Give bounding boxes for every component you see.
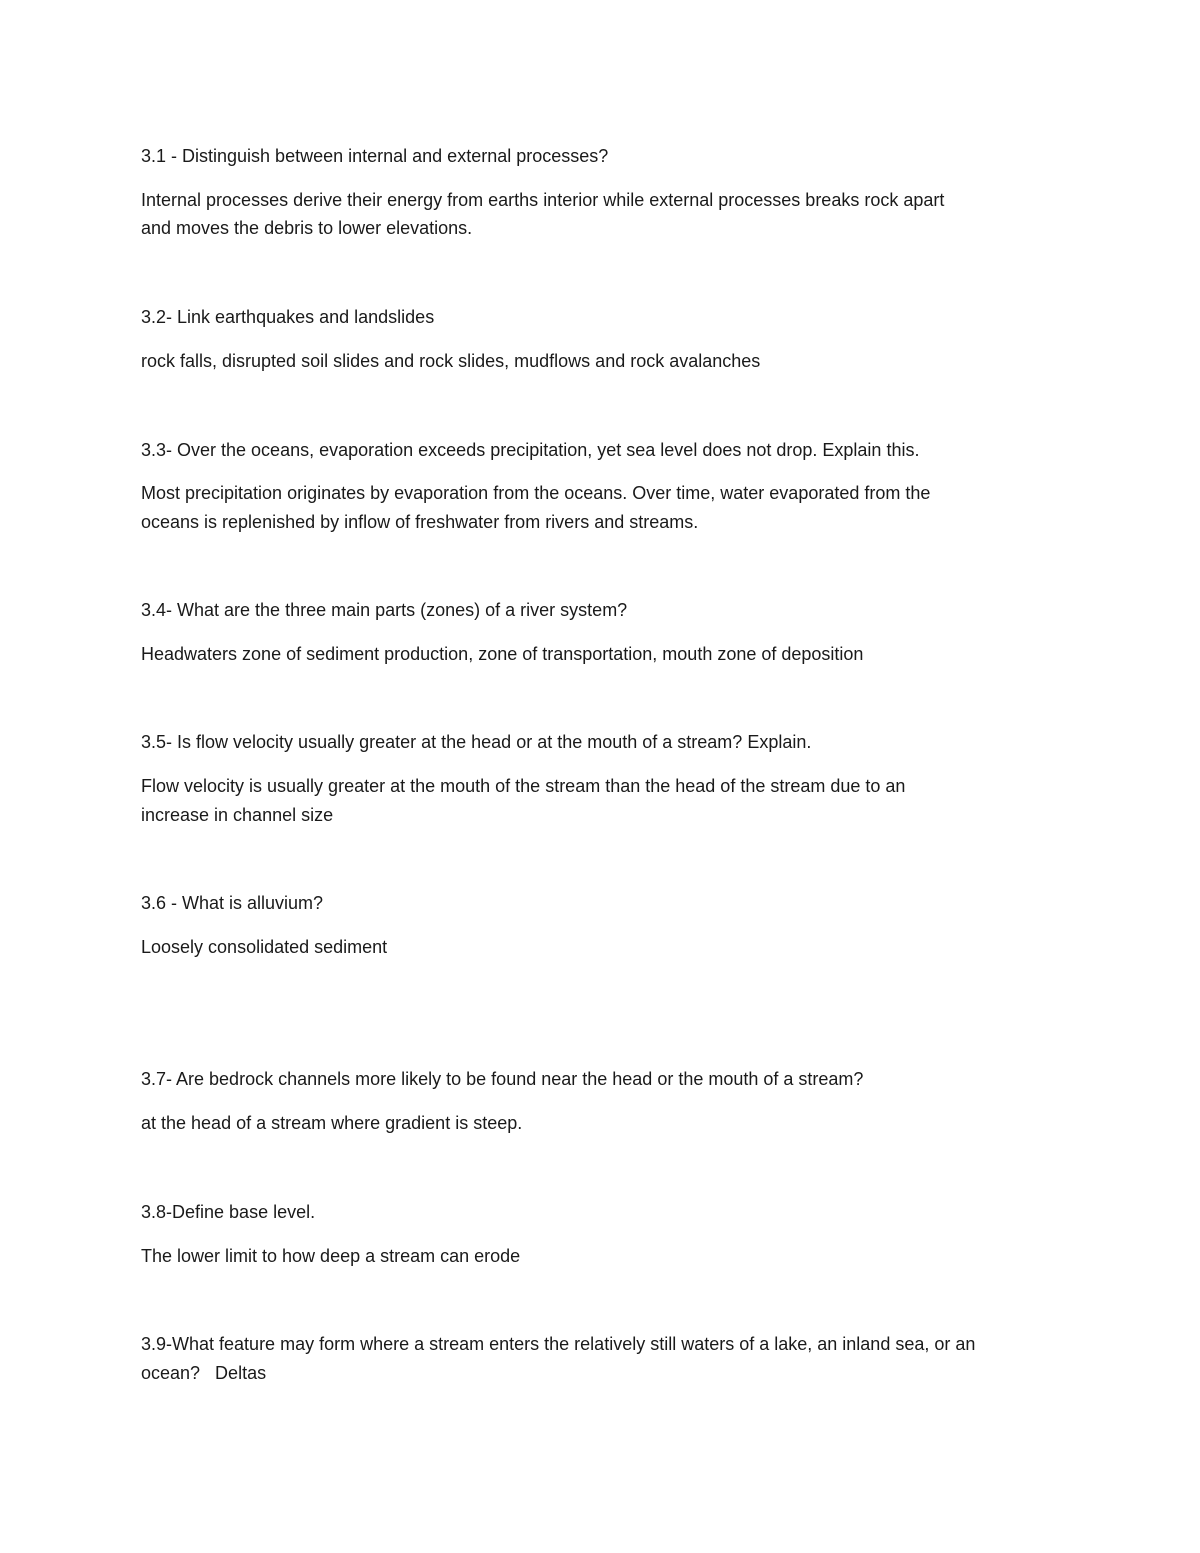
answer-3-3-line-1: Most precipitation originates by evaporation from the oceans. Over time, water evaporated from the xyxy=(141,483,931,503)
question-3-4: 3.4- What are the three main parts (zones) of a river system? xyxy=(141,600,628,620)
answer-3-4: Headwaters zone of sediment production, zone of transportation, mouth zone of deposition xyxy=(141,644,864,664)
question-3-8: 3.8-Define base level. xyxy=(141,1202,316,1222)
answer-3-2: rock falls, disrupted soil slides and rock slides, mudflows and rock avalanches xyxy=(141,351,761,371)
answer-3-7: at the head of a stream where gradient is steep. xyxy=(141,1113,523,1133)
answer-3-1-line-2: and moves the debris to lower elevations. xyxy=(141,218,473,238)
question-3-9-line-2: ocean? Deltas xyxy=(141,1363,267,1383)
question-3-6: 3.6 - What is alluvium? xyxy=(141,893,324,913)
answer-3-6: Loosely consolidated sediment xyxy=(141,937,388,957)
answer-3-1-line-1: Internal processes derive their energy from earths interior while external processes breaks rock apart xyxy=(141,190,945,210)
question-3-2: 3.2- Link earthquakes and landslides xyxy=(141,307,435,327)
question-3-1: 3.1 - Distinguish between internal and external processes? xyxy=(141,146,609,166)
question-3-9-line-1: 3.9-What feature may form where a stream enters the relatively still waters of a lake, an inland sea, or an xyxy=(141,1334,976,1354)
question-3-5: 3.5- Is flow velocity usually greater at the head or at the mouth of a stream? Explain. xyxy=(141,732,812,752)
question-3-3: 3.3- Over the oceans, evaporation exceeds precipitation, yet sea level does not drop. Explain this. xyxy=(141,440,920,460)
question-3-7: 3.7- Are bedrock channels more likely to be found near the head or the mouth of a stream? xyxy=(141,1069,864,1089)
answer-3-5-line-1: Flow velocity is usually greater at the mouth of the stream than the head of the stream due to an xyxy=(141,776,906,796)
answer-3-8: The lower limit to how deep a stream can erode xyxy=(141,1246,521,1266)
answer-3-3-line-2: oceans is replenished by inflow of freshwater from rivers and streams. xyxy=(141,512,699,532)
answer-3-5-line-2: increase in channel size xyxy=(141,805,334,825)
